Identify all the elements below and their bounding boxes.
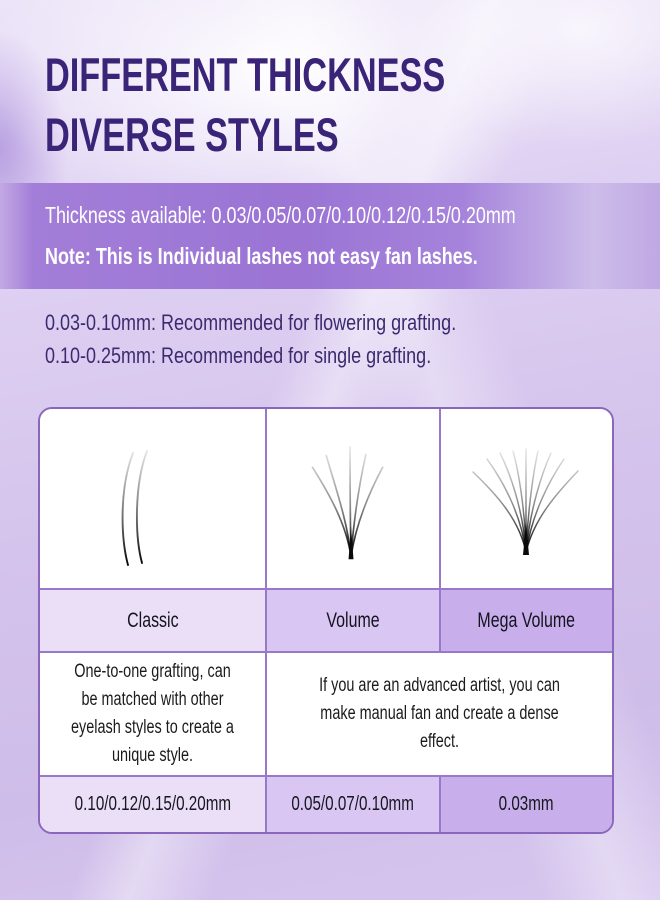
mega-volume-lash-icon — [441, 409, 612, 588]
page-title — [45, 45, 593, 165]
classic-thickness-value: 0.10/0.12/0.15/0.20mm — [40, 777, 267, 832]
volume-mega-description: If you are an advanced artist, you can make manual fan and create a dense effect. — [267, 653, 612, 777]
style-name-volume: Volume — [267, 590, 441, 653]
volume-lash-illustration — [267, 409, 441, 590]
thickness-banner — [0, 183, 660, 289]
title-line1: DIFFERENT THICKNESS — [45, 48, 446, 101]
mega-volume-thickness-value: 0.03mm — [441, 777, 612, 832]
grafting-recommendations — [45, 306, 559, 372]
banner-note-text: Note: This is Individual lashes not easy fan lashes. — [45, 243, 478, 269]
title-line2: DIVERSE STYLES — [45, 108, 339, 161]
style-name-classic: Classic — [40, 590, 267, 653]
volume-thickness-value: 0.05/0.07/0.10mm — [267, 777, 441, 832]
style-name-mega-volume: Mega Volume — [441, 590, 612, 653]
thickness-available-text: Thickness available: 0.03/0.05/0.07/0.10/0.12/0.15/0.20mm — [45, 202, 516, 228]
classic-description: One-to-one grafting, can be matched with other eyelash styles to create a unique style. — [40, 653, 267, 777]
recommendation-flowering: 0.03-0.10mm: Recommended for flowering grafting. — [45, 310, 457, 335]
classic-lash-icon — [40, 409, 265, 588]
volume-lash-icon — [267, 409, 439, 588]
lash-styles-table — [38, 407, 614, 834]
classic-lash-illustration — [40, 409, 267, 590]
recommendation-single: 0.10-0.25mm: Recommended for single grafting. — [45, 343, 432, 368]
mega-volume-lash-illustration — [441, 409, 612, 590]
